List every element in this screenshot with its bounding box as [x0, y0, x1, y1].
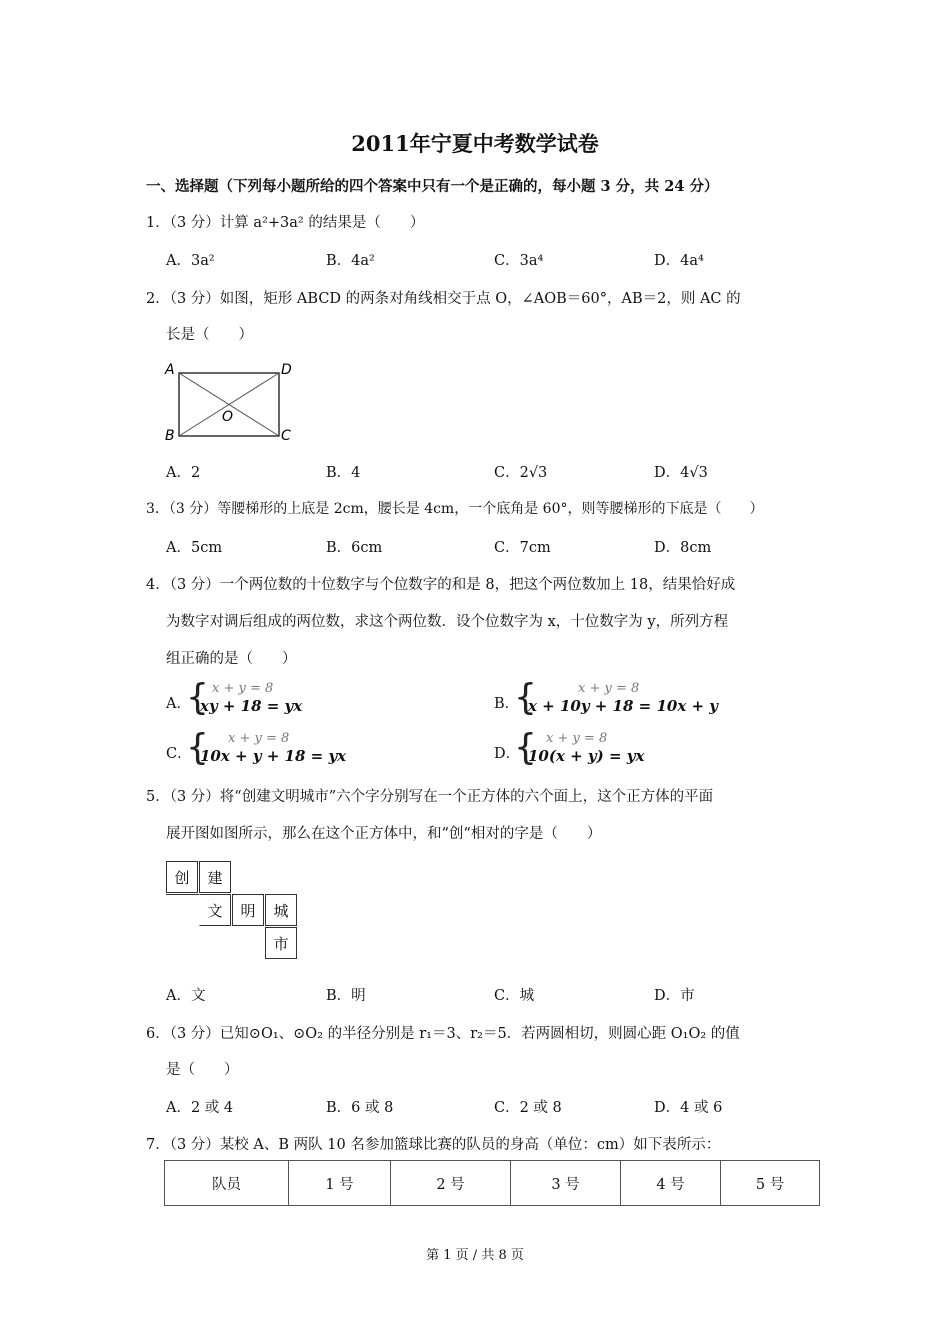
q4-b-eq1: x + y = 8 [578, 681, 640, 696]
label-b: B [165, 428, 175, 444]
q1-option-b: B．4a² [326, 253, 375, 269]
net-cell-cheng: 城 [265, 894, 297, 926]
q3-option-d: D．8cm [654, 540, 712, 556]
question-6-cont: 是（ ） [166, 1062, 239, 1078]
question-3: 3．（3 分）等腰梯形的上底是 2cm，腰长是 4cm，一个底角是 60°，则等腰梯形的下底是（ ） [146, 501, 764, 517]
page-footer: 第 1 页 / 共 8 页 [426, 1248, 524, 1263]
brace-icon: { [514, 677, 537, 718]
q6-option-c: C．2 或 8 [494, 1100, 562, 1116]
section-heading: 一、选择题（下列每小题所给的四个答案中只有一个是正确的，每小题 3 分，共 24 分） [146, 178, 719, 195]
q4-option-a-label: A． [166, 696, 191, 712]
net-cell-wen: 文 [199, 894, 231, 926]
table-row [165, 1161, 820, 1206]
q2-option-c: C．2√3 [494, 465, 548, 481]
q2-option-b: B．4 [326, 465, 361, 481]
q5-option-b: B．明 [326, 988, 366, 1004]
net-cell-ming: 明 [232, 894, 264, 926]
q4-a-eq1: x + y = 8 [212, 681, 274, 696]
label-c: C [281, 428, 291, 444]
question-2: 2．（3 分）如图，矩形 ABCD 的两条对角线相交于点 O，∠AOB＝60°，AB＝2，则 AC 的 [146, 291, 741, 307]
q6-option-a: A．2 或 4 [166, 1100, 234, 1116]
q5-option-a: A．文 [166, 988, 206, 1004]
question-4: 4．（3 分）一个两位数的十位数字与个位数字的和是 8，把这个两位数加上 18，结果恰好成 [146, 577, 736, 593]
q4-c-eq2: 10x + y + 18 = yx [200, 747, 347, 765]
page-title: 2011年宁夏中考数学试卷 [351, 131, 599, 156]
q6-option-d: D．4 或 6 [654, 1100, 723, 1116]
question-2-cont: 长是（ ） [166, 327, 253, 343]
q4-d-eq1: x + y = 8 [546, 731, 608, 746]
table-header-cell: 3 号 [511, 1161, 621, 1206]
label-d: D [281, 362, 292, 378]
question-4-cont2: 组正确的是（ ） [166, 651, 297, 667]
q2-option-d: D．4√3 [654, 465, 708, 481]
q2-option-a: A．2 [166, 465, 201, 481]
net-cell-chuang: 创 [166, 861, 198, 893]
q4-option-c-label: C． [166, 746, 192, 762]
brace-icon: { [186, 677, 209, 718]
q1-option-a: A．3a² [166, 253, 215, 269]
table-header-cell: 5 号 [721, 1161, 820, 1206]
table-header-cell: 4 号 [621, 1161, 721, 1206]
question-5: 5．（3 分）将“创建文明城市”六个字分别写在一个正方体的六个面上，这个正方体的平面 [146, 789, 714, 805]
q4-c-eq1: x + y = 8 [228, 731, 290, 746]
brace-icon: { [186, 727, 209, 768]
q4-option-b-label: B． [494, 696, 520, 712]
question-7: 7．（3 分）某校 A、B 两队 10 名参加篮球比赛的队员的身高（单位：cm）如下表所示： [146, 1137, 721, 1153]
q6-option-b: B．6 或 8 [326, 1100, 394, 1116]
q4-b-eq2: x + 10y + 18 = 10x + y [528, 697, 718, 715]
height-table [164, 1160, 820, 1206]
question-5-cont: 展开图如图所示，那么在这个正方体中，和“创“相对的字是（ ） [166, 826, 602, 842]
q1-option-c: C．3a⁴ [494, 253, 544, 269]
q1-option-d: D．4a⁴ [654, 253, 704, 269]
table-header-cell: 2 号 [391, 1161, 511, 1206]
table-header-cell: 1 号 [289, 1161, 391, 1206]
q5-option-c: C．城 [494, 988, 535, 1004]
q3-option-a: A．5cm [166, 540, 223, 556]
question-6: 6．（3 分）已知⊙O₁、⊙O₂ 的半径分别是 r₁＝3、r₂＝5．若两圆相切，则圆心距 O₁O₂ 的值 [146, 1026, 740, 1042]
label-o: O [222, 409, 234, 425]
net-border [166, 894, 199, 895]
q4-option-d-label: D． [494, 746, 521, 762]
question-4-cont1: 为数字对调后组成的两位数，求这个两位数．设个位数字为 x，十位数字为 y，所列方程 [166, 614, 729, 630]
q4-a-eq2: xy + 18 = yx [200, 697, 303, 715]
q3-option-b: B．6cm [326, 540, 383, 556]
q4-d-eq2: 10(x + y) = yx [528, 747, 645, 765]
q3-option-c: C．7cm [494, 540, 551, 556]
question-1: 1．（3 分）计算 a²+3a² 的结果是（ ） [146, 215, 425, 231]
table-header-cell: 队员 [165, 1161, 289, 1206]
q5-option-d: D．市 [654, 988, 695, 1004]
label-a: A [165, 362, 175, 378]
brace-icon: { [514, 727, 537, 768]
net-cell-jian: 建 [199, 861, 231, 893]
net-cell-shi: 市 [265, 927, 297, 959]
rectangle-figure [160, 358, 300, 448]
